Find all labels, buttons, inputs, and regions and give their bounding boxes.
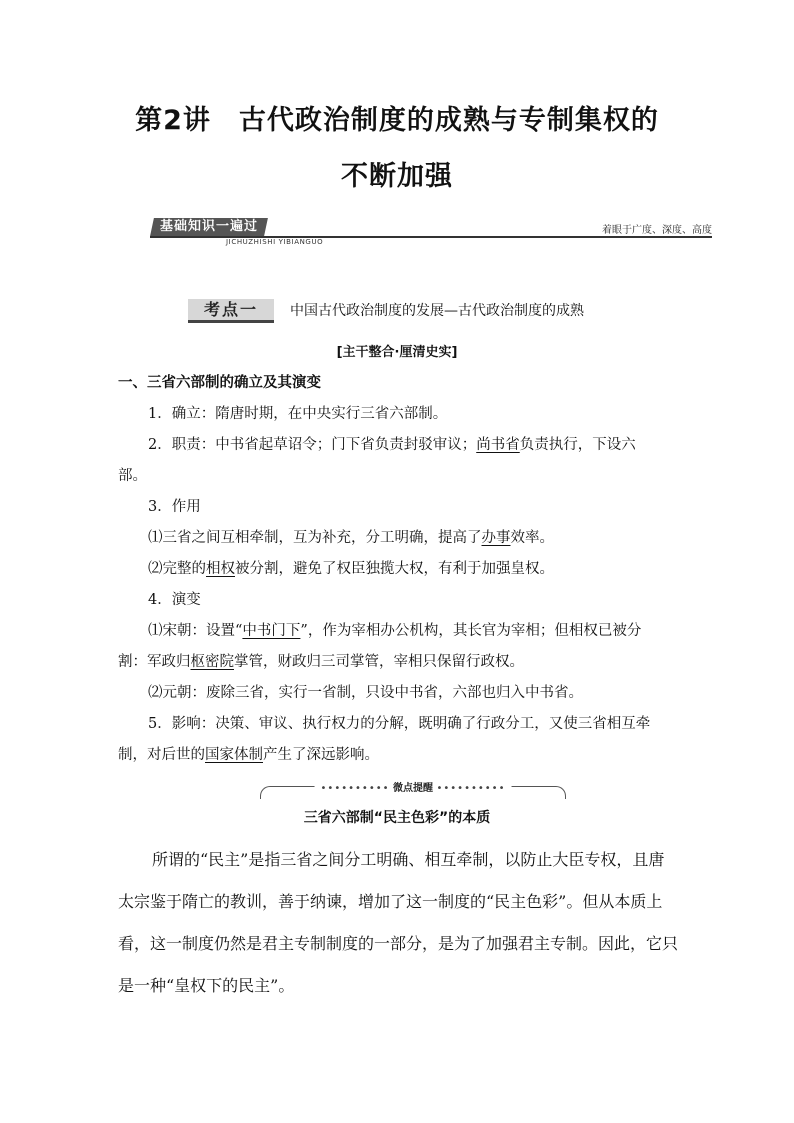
- banner-right-note: 着眼于广度、深度、高度: [602, 225, 712, 236]
- kaodian-tag: 考点一: [188, 299, 274, 323]
- paragraph-3-2-underline: 相权: [206, 561, 235, 577]
- paragraph-4-1-text-c: 掌管，财政归三司掌管，宰相只保留行政权。: [234, 654, 524, 670]
- paragraph-4-1: [118, 616, 658, 678]
- weidian-dots-right: ••••••••••: [436, 783, 506, 794]
- weidian-body: 所谓的“民主”是指三省之间分工明确、相互牵制，以防止大臣专权，且唐太宗鉴于隋亡的教训，善于纳谏，增加了这一制度的“民主色彩”。但从本质上看，这一制度仍然是君主专制制度的一部分，是为了加强君主专制。因此，它只是一种“皇权下的民主”。: [118, 850, 679, 995]
- paragraph-1: 1．确立：隋唐时期，在中央实行三省六部制。: [148, 406, 448, 422]
- paragraph-3-2-text-b: 被分割，避免了权臣独揽大权，有利于加强皇权。: [235, 561, 554, 577]
- paragraph-4-heading: 4．演变: [148, 592, 201, 608]
- banner-pinyin: JICHUZHISHI YIBIANGUO: [226, 238, 324, 246]
- paragraph-3-1: [118, 523, 658, 554]
- weidian-label: [315, 779, 512, 794]
- paragraph-5-text-a: 5．影响：决策、审议、执行权力的分解，既明确了行政分工，又使三省相互牵制，对后世的: [118, 716, 651, 763]
- banner-tag-label: 基础知识一遍过: [160, 219, 259, 234]
- paragraph-4-1-text-a: ⑴宋朝：设置“: [148, 623, 243, 639]
- weidian-dots-left: ••••••••••: [320, 783, 390, 794]
- kaodian-title: 中国古代政治制度的发展—古代政治制度的成熟: [290, 303, 584, 319]
- paragraph-3-1-text-b: 效率。: [510, 530, 554, 546]
- paragraph-4-1-text-b: ”，作为宰相办公机构，其长官为宰相；但相权已被分割：军政归: [118, 623, 642, 670]
- banner-tag: [150, 218, 268, 236]
- paragraph-4-1-underline-2: 枢密院: [190, 654, 234, 670]
- paragraph-5-underline: 国家体制: [205, 747, 263, 763]
- weidian-title: 三省六部制“民主色彩”的本质: [303, 810, 491, 826]
- paragraph-4-1-underline: 中书门下: [242, 623, 301, 639]
- paragraph-5-text-b: 产生了深远影响。: [263, 747, 379, 763]
- section-heading: 一、三省六部制的确立及其演变: [118, 375, 321, 391]
- paragraph-3-1-underline: 办事: [481, 530, 511, 546]
- paragraph-3-1-text-a: ⑴三省之间互相牵制，互为补充，分工明确，提高了: [148, 530, 482, 546]
- paragraph-2: [118, 430, 658, 492]
- paragraph-4-2: ⑵元朝：废除三省，实行一省制，只设中书省，六部也归入中书省。: [148, 685, 583, 701]
- paragraph-2-text-a: 2．职责：中书省起草诏令；门下省负责封驳审议；: [148, 437, 477, 453]
- sub-heading: [主干整合·厘清史实]: [336, 345, 458, 360]
- weidian-label-text: 微点提醒: [393, 783, 433, 794]
- paragraph-5: [118, 709, 658, 771]
- section-banner: [152, 218, 712, 248]
- weidian-divider: [260, 780, 566, 800]
- page-title-line-2: 不断加强: [341, 161, 453, 192]
- paragraph-3-heading: 3．作用: [148, 499, 201, 515]
- paragraph-3-2-text-a: ⑵完整的: [148, 561, 206, 577]
- paragraph-3-2: [118, 554, 658, 585]
- paragraph-2-text-b: 负责执行，下设六部。: [118, 437, 636, 484]
- paragraph-2-underline: 尚书省: [476, 437, 520, 453]
- page-title-line-1: 第2讲 古代政治制度的成熟与专制集权的: [135, 105, 659, 136]
